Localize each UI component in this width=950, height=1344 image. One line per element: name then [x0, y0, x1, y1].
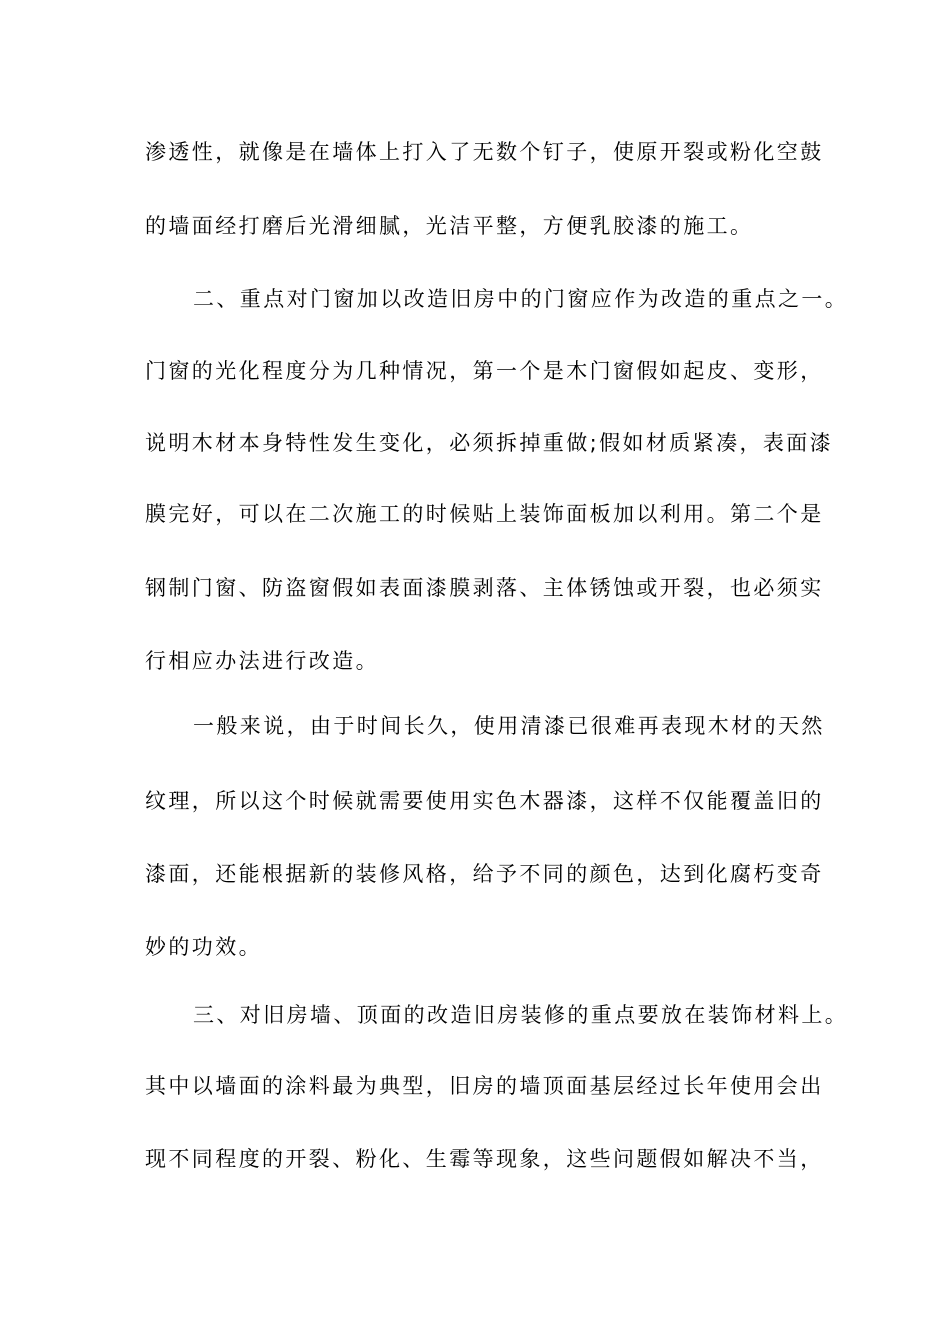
text-line: 门窗的光化程度分为几种情况，第一个是木门窗假如起皮、变形， — [145, 359, 824, 383]
text-line: 其中以墙面的涂料最为典型，旧房的墙顶面基层经过长年使用会出 — [145, 1074, 824, 1098]
paragraph-start-line: 一般来说，由于时间长久，使用清漆已很难再表现木材的天然 — [193, 714, 825, 738]
text-line: 妙的功效。 — [145, 935, 262, 959]
text-line: 说明木材本身特性发生变化，必须拆掉重做;假如材质紧凑，表面漆 — [145, 431, 834, 455]
text-line: 纹理，所以这个时候就需要使用实色木器漆，这样不仅能覆盖旧的 — [145, 789, 824, 813]
text-line: 现不同程度的开裂、粉化、生霉等现象，这些问题假如解决不当， — [145, 1147, 824, 1171]
paragraph-start-line: 二、重点对门窗加以改造旧房中的门窗应作为改造的重点之一。 — [193, 287, 849, 311]
text-line: 膜完好，可以在二次施工的时候贴上装饰面板加以利用。第二个是 — [145, 502, 824, 526]
text-line: 渗透性，就像是在墙体上打入了无数个钉子，使原开裂或粉化空鼓 — [145, 140, 824, 164]
text-line: 行相应办法进行改造。 — [145, 649, 379, 673]
text-line: 钢制门窗、防盗窗假如表面漆膜剥落、主体锈蚀或开裂，也必须实 — [145, 576, 824, 600]
paragraph-start-line: 三、对旧房墙、顶面的改造旧房装修的重点要放在装饰材料上。 — [193, 1003, 849, 1027]
text-line: 漆面，还能根据新的装修风格，给予不同的颜色，达到化腐朽变奇 — [145, 862, 824, 886]
text-line: 的墙面经打磨后光滑细腻，光洁平整，方便乳胶漆的施工。 — [145, 214, 754, 238]
